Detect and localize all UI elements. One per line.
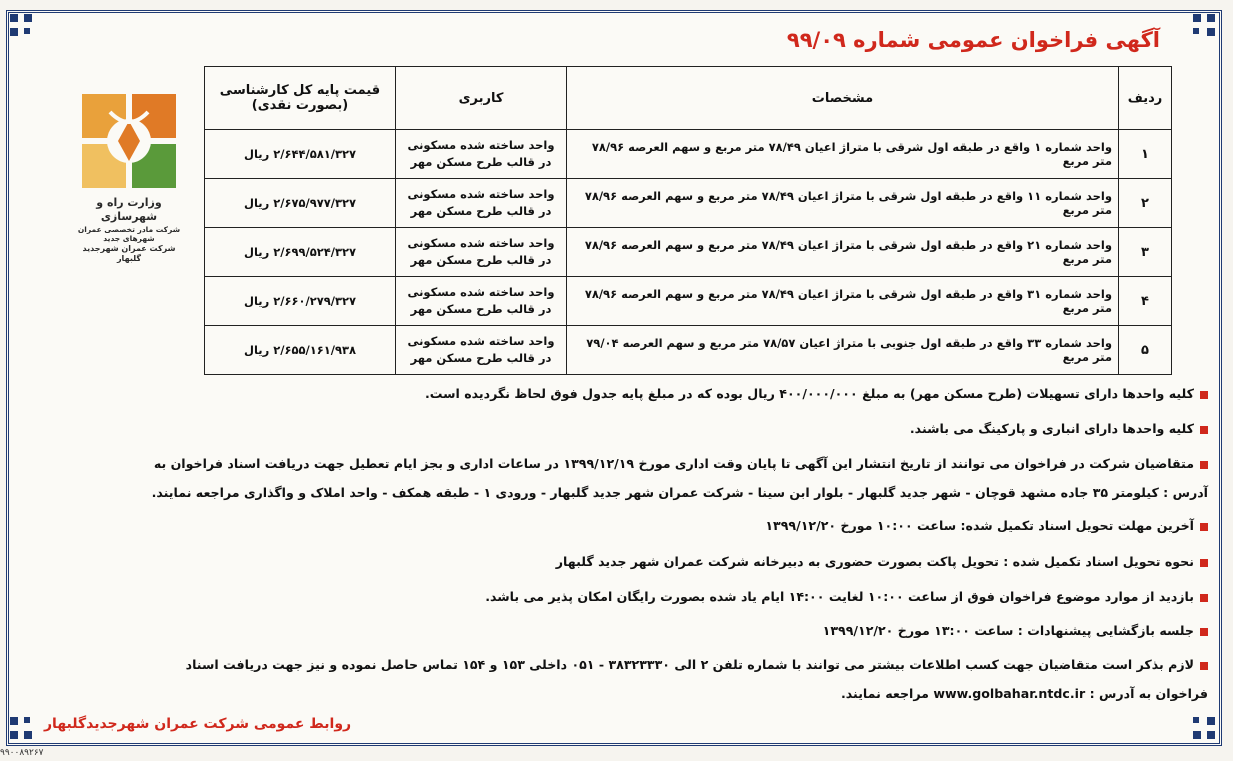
note-deadline: آخرین مهلت تحویل اسناد تکمیل شده: ساعت ۱۰:۰۰ مورخ ۱۳۹۹/۱۲/۲۰ xyxy=(36,516,1208,536)
row-price: ۲/۶۵۵/۱۶۱/۹۳۸ ریال xyxy=(205,326,396,375)
note-facilities: کلیه واحدها دارای تسهیلات (طرح مسکن مهر) به مبلغ ۴۰۰/۰۰۰/۰۰۰ ریال بوده که در مبلغ پایه جدول فوق لحاظ نگردیده است. xyxy=(36,384,1208,404)
ministry-name: وزارت راه و شهرسازی xyxy=(96,196,162,224)
corner-ornament-top-left xyxy=(10,14,36,40)
units-table xyxy=(204,66,1172,375)
public-relations-signature: روابط عمومی شرکت عمران شهرجدیدگلبهار xyxy=(44,716,352,732)
print-code: ۹۹۰۰۸۹۲۶۷ xyxy=(0,748,44,758)
row-specification: واحد شماره ۲۱ واقع در طبقه اول شرقی با متراژ اعیان ۷۸/۴۹ متر مربع و سهم العرصه ۷۸/۹۶ متر مربع xyxy=(567,228,1119,277)
row-usage-line1: واحد ساخته شده مسکونی xyxy=(407,334,555,349)
row-number: ۳ xyxy=(1119,228,1172,277)
note-site-visit: بازدید از موارد موضوع فراخوان فوق از ساعت ۱۰:۰۰ لغایت ۱۴:۰۰ ایام یاد شده بصورت رایگان امکان پذیر می باشد. xyxy=(36,587,1208,607)
company-line-1: شرکت مادر تخصصی عمران شهرهای جدید xyxy=(77,224,181,244)
row-price: ۲/۶۴۴/۵۸۱/۳۲۷ ریال xyxy=(205,130,396,179)
row-usage-line2: در قالب طرح مسکن مهر xyxy=(410,351,552,365)
table-row xyxy=(205,228,1172,277)
note-contact: لازم بذکر است متقاضیان جهت کسب اطلاعات بیشتر می توانند با شماره تلفن ۲ الی ۳۸۳۲۳۳۳۰ - ۰۵۱ داخلی ۱۵۳ و ۱۵۴ تماس حاصل نموده و نیز جهت دریافت اسناد xyxy=(36,655,1208,675)
note-website: فراخوان به آدرس : www.golbahar.ntdc.ir مراجعه نمایند. xyxy=(841,686,1208,701)
ministry-logo xyxy=(74,92,184,264)
table-row xyxy=(205,130,1172,179)
header-base-price-line1: قیمت پایه کل کارشناسی xyxy=(219,83,381,98)
header-row-number: ردیف xyxy=(1119,67,1172,130)
table-row xyxy=(205,326,1172,375)
row-number: ۵ xyxy=(1119,326,1172,375)
row-usage-line2: در قالب طرح مسکن مهر xyxy=(410,204,552,218)
notice-title: آگهی فراخوان عمومی شماره ۹۹/۰۹ xyxy=(786,28,1160,52)
row-specification: واحد شماره ۳۱ واقع در طبقه اول شرقی با متراژ اعیان ۷۸/۴۹ متر مربع و سهم العرصه ۷۸/۹۶ متر مربع xyxy=(567,277,1119,326)
note-storage-parking: کلیه واحدها دارای انباری و پارکینگ می باشند. xyxy=(36,419,1208,439)
table-row xyxy=(205,277,1172,326)
row-price: ۲/۶۶۰/۲۷۹/۳۲۷ ریال xyxy=(205,277,396,326)
row-usage-line2: در قالب طرح مسکن مهر xyxy=(410,253,552,267)
row-specification: واحد شماره ۳۳ واقع در طبقه اول جنوبی با متراژ اعیان ۷۸/۵۷ متر مربع و سهم العرصه ۷۹/۰۴ متر مربع xyxy=(567,326,1119,375)
row-usage xyxy=(396,130,567,179)
row-usage-line1: واحد ساخته شده مسکونی xyxy=(407,138,555,153)
row-specification: واحد شماره ۱۱ واقع در طبقه اول شرقی با متراژ اعیان ۷۸/۴۹ متر مربع و سهم العرصه ۷۸/۹۶ متر مربع xyxy=(567,179,1119,228)
row-usage-line1: واحد ساخته شده مسکونی xyxy=(407,187,555,202)
row-price: ۲/۶۹۹/۵۲۴/۳۲۷ ریال xyxy=(205,228,396,277)
header-base-price-line2: (بصورت نقدی) xyxy=(251,98,349,113)
header-base-price xyxy=(205,67,396,130)
note-opening-session: جلسه بازگشایی پیشنهادات : ساعت ۱۳:۰۰ مورخ ۱۳۹۹/۱۲/۲۰ xyxy=(36,621,1208,641)
row-specification: واحد شماره ۱ واقع در طبقه اول شرقی با متراژ اعیان ۷۸/۴۹ متر مربع و سهم العرصه ۷۸/۹۶ متر مربع xyxy=(567,130,1119,179)
company-line-2: شرکت عمران شهرجدید گلبهار xyxy=(82,244,176,264)
row-number: ۴ xyxy=(1119,277,1172,326)
row-price: ۲/۶۷۵/۹۷۷/۳۲۷ ریال xyxy=(205,179,396,228)
logo-emblem-icon xyxy=(80,92,178,190)
note-address: آدرس : کیلومتر ۳۵ جاده مشهد قوچان - شهر جدید گلبهار - بلوار ابن سینا - شرکت عمران شهر جدید گلبهار - ورودی ۱ - طبقه همکف - واحد املاک و واگذاری مراجعه نمایند. xyxy=(151,485,1208,500)
corner-ornament-top-right xyxy=(1193,14,1219,40)
row-usage-line1: واحد ساخته شده مسکونی xyxy=(407,236,555,251)
row-usage-line2: در قالب طرح مسکن مهر xyxy=(410,155,552,169)
row-number: ۱ xyxy=(1119,130,1172,179)
table-header-row xyxy=(205,67,1172,130)
table-row xyxy=(205,179,1172,228)
corner-ornament-bottom-left xyxy=(10,717,36,743)
row-usage-line1: واحد ساخته شده مسکونی xyxy=(407,285,555,300)
row-usage xyxy=(396,228,567,277)
row-usage xyxy=(396,277,567,326)
row-number: ۲ xyxy=(1119,179,1172,228)
note-document-collection: متقاضیان شرکت در فراخوان می توانند از تاریخ انتشار این آگهی تا پایان وقت اداری مورخ ۱۳۹۹/۱۲/۱۹ در ساعات اداری و بجز ایام تعطیل جهت دریافت اسناد فراخوان به xyxy=(36,454,1208,474)
header-usage: کاربری xyxy=(396,67,567,130)
row-usage-line2: در قالب طرح مسکن مهر xyxy=(410,302,552,316)
note-delivery-method: نحوه تحویل اسناد تکمیل شده : تحویل پاکت بصورت حضوری به دبیرخانه شرکت عمران شهر جدید گلبهار xyxy=(36,552,1208,572)
header-specification: مشخصات xyxy=(567,67,1119,130)
corner-ornament-bottom-right xyxy=(1193,717,1219,743)
row-usage xyxy=(396,179,567,228)
row-usage xyxy=(396,326,567,375)
